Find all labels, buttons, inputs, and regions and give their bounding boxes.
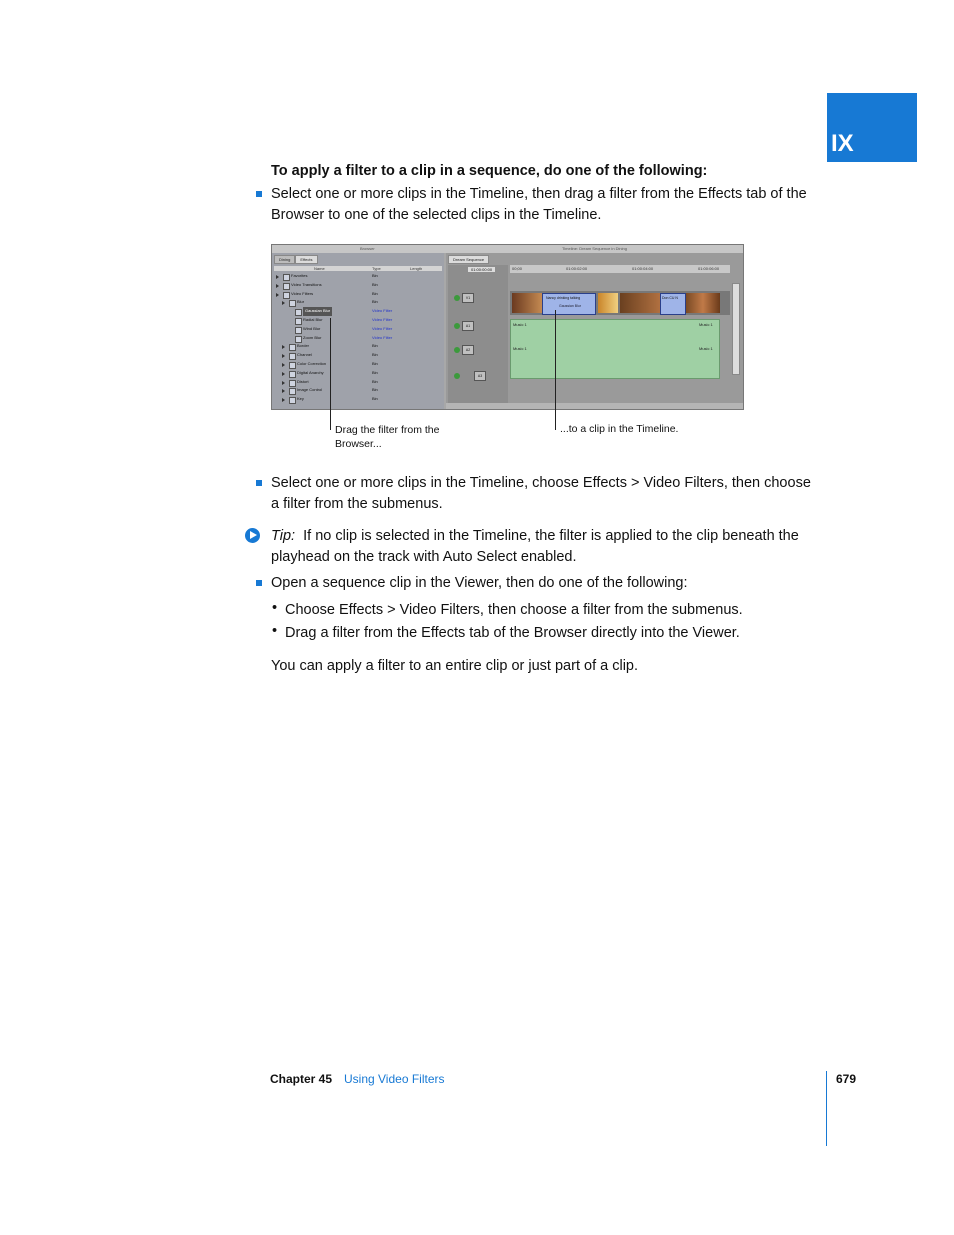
effect-name: Video Filters xyxy=(291,290,314,296)
effect-name: Gaussian Blur xyxy=(303,307,332,316)
clip-label: Nancy drinking talking xyxy=(546,296,581,300)
vertical-scrollbar[interactable] xyxy=(732,283,740,375)
disclosure-triangle-icon[interactable] xyxy=(282,354,285,358)
bullet-marker xyxy=(256,480,262,486)
disclosure-triangle-icon[interactable] xyxy=(282,389,285,393)
footer-chapter-title[interactable]: Using Video Filters xyxy=(344,1072,445,1086)
effects-list xyxy=(274,272,442,404)
effects-row[interactable] xyxy=(274,360,442,369)
effect-name: Key xyxy=(297,396,304,402)
effects-row[interactable] xyxy=(274,378,442,387)
disclosure-triangle-icon[interactable] xyxy=(282,381,285,385)
effect-name: Video Transitions xyxy=(291,281,322,287)
effects-row[interactable] xyxy=(274,325,442,334)
effect-type: Video Filter xyxy=(372,316,393,322)
tip-paragraph xyxy=(271,526,816,567)
footer-divider xyxy=(826,1071,827,1146)
disclosure-triangle-icon[interactable] xyxy=(276,293,279,297)
disclosure-triangle-icon[interactable] xyxy=(282,345,285,349)
clip-don[interactable] xyxy=(660,293,686,315)
disclosure-triangle-icon[interactable] xyxy=(282,372,285,376)
part-tab-label: IX xyxy=(831,130,854,157)
sub-bullet-drag-viewer: Drag a filter from the Effects tab of the Browser directly into the Viewer. xyxy=(285,625,740,641)
effect-name: Favorites xyxy=(291,273,308,278)
ruler-mark: 00;00 xyxy=(512,266,523,271)
bullet-marker xyxy=(256,580,262,586)
effect-type: Bin xyxy=(372,369,378,375)
effect-type: Bin xyxy=(372,360,378,366)
clip-thumbnail[interactable] xyxy=(686,293,720,313)
clip-label: Don CU N xyxy=(662,296,678,300)
clip-thumbnail[interactable] xyxy=(598,293,618,313)
callout-line-right xyxy=(555,310,556,430)
effect-type: Video Filter xyxy=(372,334,393,340)
clip-thumbnail[interactable] xyxy=(620,293,660,313)
filter-label: Gaussian Blur xyxy=(559,304,581,308)
effect-name: Blur xyxy=(297,299,305,305)
effect-name: Channel xyxy=(297,352,312,358)
audio-label: Music 1 xyxy=(699,322,713,327)
sub-bullet-marker: • xyxy=(272,600,278,616)
effects-row[interactable] xyxy=(274,281,442,290)
window-titlebar xyxy=(272,245,743,253)
track-a1[interactable]: A1 xyxy=(462,321,474,331)
track-controls xyxy=(448,265,508,407)
effect-name: Distort xyxy=(297,378,309,384)
ruler-mark: 01:00:04:00 xyxy=(632,266,654,271)
timeline-bottom-bar[interactable] xyxy=(446,403,743,409)
browser-panel xyxy=(272,253,444,409)
effects-row[interactable] xyxy=(274,342,442,351)
effect-type: Bin xyxy=(372,387,378,393)
bin-icon xyxy=(289,397,296,404)
effect-type: Bin xyxy=(372,343,378,349)
timeline-title: Timeline: Dream Sequence in Dining xyxy=(562,246,627,251)
col-length[interactable]: Length xyxy=(410,266,423,271)
effect-name: Zoom Blur xyxy=(303,334,322,340)
effect-name: Digital Anarchy xyxy=(297,369,324,375)
effect-type: Bin xyxy=(372,273,378,278)
bullet-viewer: Open a sequence clip in the Viewer, then do one of the following: xyxy=(271,575,688,591)
track-lock-icon[interactable] xyxy=(454,347,460,353)
effect-type: Video Filter xyxy=(372,325,393,331)
effect-type: Bin xyxy=(372,299,378,305)
effect-type: Bin xyxy=(372,378,378,384)
effect-name: Image Control xyxy=(297,387,323,393)
clip-thumbnail[interactable] xyxy=(512,293,542,313)
effects-row[interactable] xyxy=(274,290,442,299)
effect-name: Radial Blur xyxy=(303,316,323,322)
effect-name: Wind Blur xyxy=(303,325,321,331)
fcp-screenshot xyxy=(271,244,744,410)
track-a3[interactable]: A3 xyxy=(474,371,486,381)
track-a2[interactable]: A2 xyxy=(462,345,474,355)
effects-row[interactable] xyxy=(274,272,442,281)
audio-tracks[interactable] xyxy=(510,319,720,379)
browser-title: Browser xyxy=(360,246,375,251)
part-tab xyxy=(827,93,917,162)
effect-type: Bin xyxy=(372,352,378,358)
tab-dream-sequence[interactable]: Dream Sequence xyxy=(448,255,489,264)
bullet-drag-filter: Select one or more clips in the Timeline, then drag a filter from the Effects tab of the Browser to one of the selected clips in the Timeline. xyxy=(271,186,807,223)
tab-dining[interactable]: Dining xyxy=(274,255,295,264)
effects-row[interactable] xyxy=(274,386,442,395)
audio-label: Music 1 xyxy=(513,322,527,327)
disclosure-triangle-icon[interactable] xyxy=(282,398,285,402)
tip-arrow-icon xyxy=(245,528,260,543)
caption-timeline: ...to a clip in the Timeline. xyxy=(560,423,679,435)
timeline-panel xyxy=(446,253,743,409)
bullet-marker xyxy=(256,191,262,197)
timecode-field[interactable]: 01:00:00:00 xyxy=(468,267,495,272)
audio-label: Music 1 xyxy=(513,346,527,351)
effects-row[interactable] xyxy=(274,307,442,316)
ruler-mark: 01:00:02:00 xyxy=(566,266,588,271)
bullet-menu-filter: Select one or more clips in the Timeline, choose Effects > Video Filters, then choose a filter from the submenus. xyxy=(271,475,811,512)
track-lock-icon[interactable] xyxy=(454,295,460,301)
effect-type: Video Filter xyxy=(372,308,393,314)
video-track xyxy=(510,291,730,315)
audio-label: Music 1 xyxy=(699,346,713,351)
footer-chapter: Chapter 45 xyxy=(270,1072,333,1086)
tip-label: Tip: xyxy=(271,528,296,544)
disclosure-triangle-icon[interactable] xyxy=(276,284,279,288)
effect-type: Bin xyxy=(372,281,378,287)
timeline-ruler[interactable] xyxy=(510,265,730,273)
tab-effects[interactable]: Effects xyxy=(295,255,317,264)
effect-type: Bin xyxy=(372,290,378,296)
effect-name: Border xyxy=(297,343,310,349)
disclosure-triangle-icon[interactable] xyxy=(282,363,285,367)
ruler-mark: 01:00:06:00 xyxy=(698,266,720,271)
effect-name: Color Correction xyxy=(297,360,327,366)
effects-row[interactable] xyxy=(274,316,442,325)
effect-type: Bin xyxy=(372,396,378,402)
column-header xyxy=(274,266,442,271)
procedure-heading: To apply a filter to a clip in a sequence, do one of the following: xyxy=(271,163,708,179)
sub-bullet-marker: • xyxy=(272,623,278,639)
closing-paragraph: You can apply a filter to an entire clip or just part of a clip. xyxy=(271,658,639,674)
track-v1[interactable]: V1 xyxy=(462,293,474,303)
callout-line-left xyxy=(330,318,331,430)
disclosure-triangle-icon[interactable] xyxy=(276,275,279,279)
effects-row[interactable] xyxy=(274,369,442,378)
caption-browser: Drag the filter from the Browser... xyxy=(335,424,440,450)
effects-row[interactable] xyxy=(274,351,442,360)
effects-row[interactable] xyxy=(274,395,442,404)
col-type[interactable]: Type xyxy=(372,266,381,271)
effects-row[interactable] xyxy=(274,334,442,343)
sub-bullet-choose-effects: Choose Effects > Video Filters, then choose a filter from the submenus. xyxy=(285,602,743,618)
track-lock-icon[interactable] xyxy=(454,323,460,329)
col-name[interactable]: Name xyxy=(314,266,325,271)
tip-text: If no clip is selected in the Timeline, the filter is applied to the clip beneath the playhead on the track with Auto Select enabled. xyxy=(271,528,799,565)
disclosure-triangle-icon[interactable] xyxy=(282,301,285,305)
clip-nancy[interactable] xyxy=(542,293,596,315)
page-number: 679 xyxy=(836,1072,857,1086)
track-lock-icon[interactable] xyxy=(454,373,460,379)
effects-row[interactable] xyxy=(274,298,442,307)
